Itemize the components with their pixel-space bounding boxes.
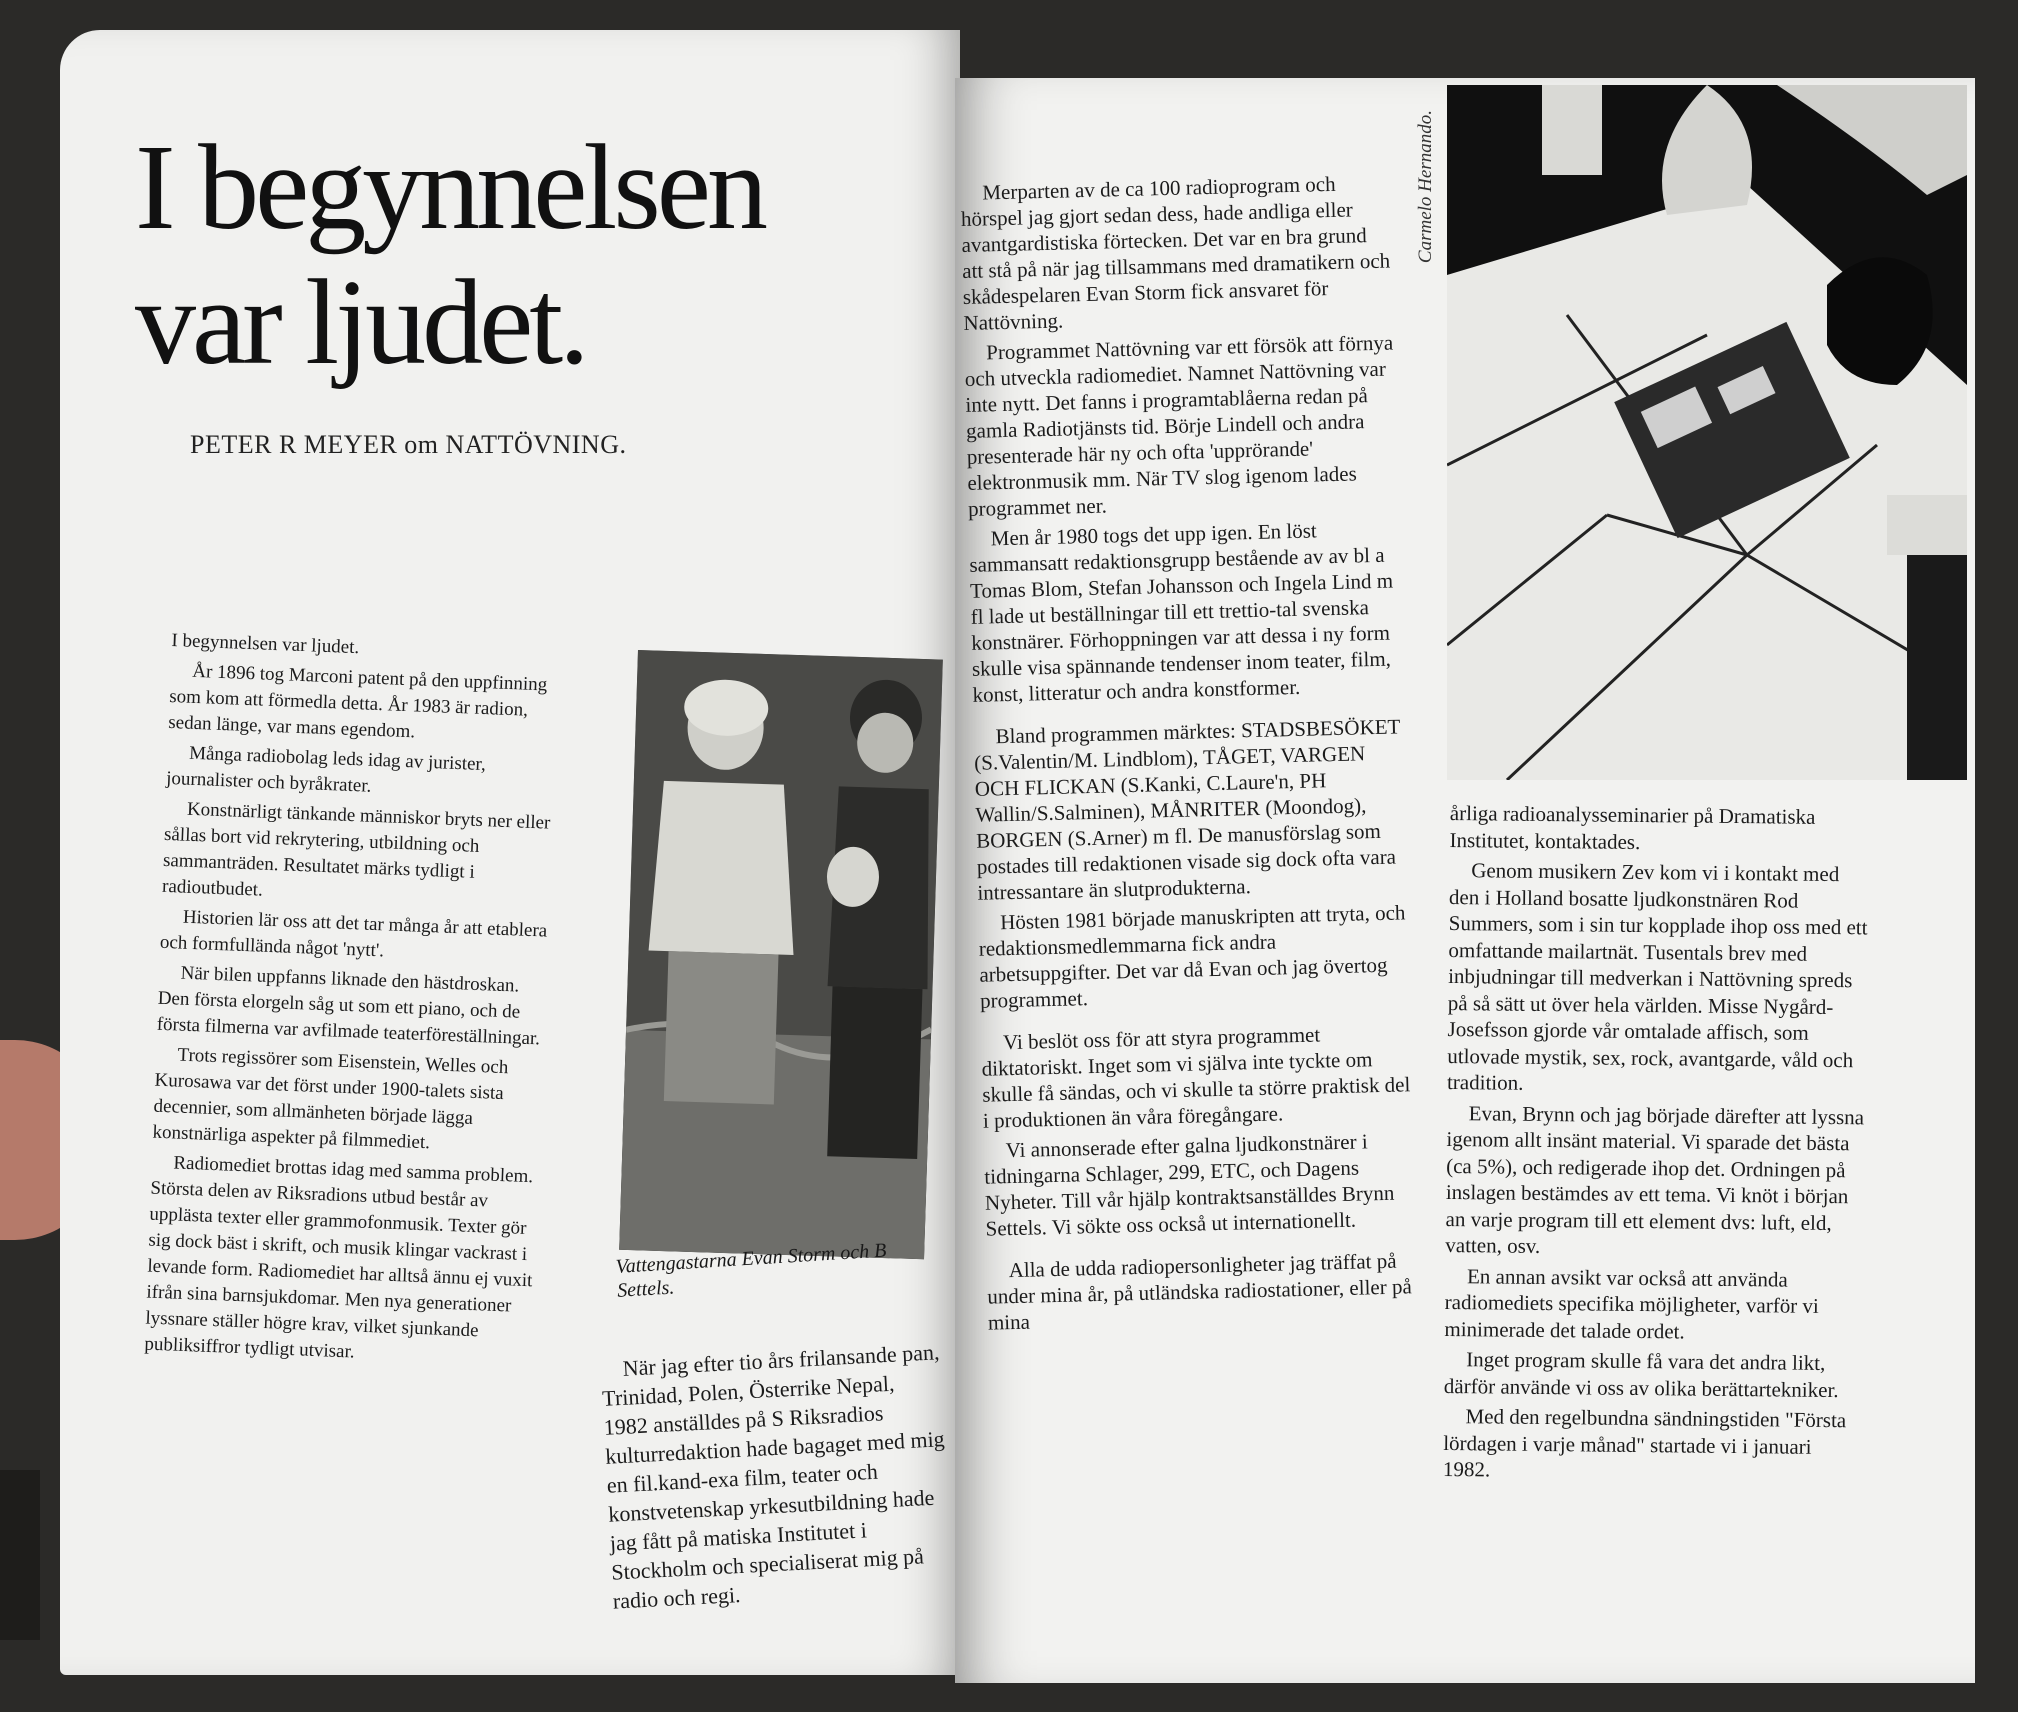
right-column-1 [960,169,1418,1339]
right1-paragraph: Merparten av de ca 100 radioprogram och hörspel jag gjort sedan dess, hade andliga eller avantgardistiska förtecken. Det var en bra grund att stå på när jag tillsammans med dramatikern och skådespelaren Evan Storm fick ansvaret för Nattövning. [960,171,1391,335]
intro-lead: I begynnelsen var ljudet. [171,629,360,659]
middle-column [600,1337,953,1619]
article-byline: PETER R MEYER om NATTÖVNING. [190,430,627,459]
right2-paragraph: Inget program skulle få vara det andra likt, därför använde vi oss av olika berättartekniker. [1443,1347,1839,1402]
holding-fingers [0,1470,40,1640]
right1-paragraph: Vi beslöt oss för att styra programmet diktatoriskt. Inget som vi själva inte tyckte om skulle få sändas, och vi skulle ta större praktisk del i produktionen än våra föregångare. [981,1022,1411,1133]
intro-paragraph: Konstnärligt tänkande människor bryts ner eller sållas bort vid rekrytering, utbildning och sammanträden. Resultatet märks tydligt i radioutbudet. [161,798,551,901]
right2-paragraph: En annan avsikt var också att använda radiomediets specifika möjligheter, varför vi minimerade det talade ordet. [1444,1263,1819,1343]
wetsuit-photo-image [619,650,943,1259]
right1-paragraph: Vi annonserade efter galna ljudkonstnärer i tidningarna Schlager, 299, ETC, och Dagens Nyheter. Till vår hjälp kontraktsanställdes Brynn Settels. Vi sökte oss också ut internationellt. [984,1129,1395,1241]
photo-credit: Carmelo Hernando. [1415,110,1436,264]
right1-paragraph: Alla de udda radiopersonligheter jag träffat på under mina år, på utländska radiostationer, eller på mina [986,1248,1413,1335]
right2-paragraph: Evan, Brynn och jag började därefter att lyssna igenom allt insänt material. Vi sparade det bästa (ca 5%), och redigerade ihop det. Ordningen på inslagen bestämdes av ett tema. Vi knöt i början an varje program till ett element dvs: luft, eld, vatten, osv. [1445,1100,1865,1258]
intro-column [144,628,567,1377]
intro-paragraph: När bilen uppfanns liknade den hästdroskan. Den första elorgeln såg ut som ett piano, och de första filmerna var avfilmade teaterföreställningar. [156,962,541,1050]
right2-paragraph: årliga radioanalysseminarier på Dramatiska Institutet, kontaktades. [1449,800,1816,854]
intro-paragraph: Trots regissörer som Eisenstein, Welles och Kurosawa var det först under 1900-talets sista decennier, som allmänheten började lägga konstnärliga aspekter på filmmediet. [152,1044,509,1154]
right1-paragraph: Men år 1980 togs det upp igen. En löst sammansatt redaktionsgrupp bestående av av bl a Tomas Blom, Stefan Johansson och Ingela Lind m fl lade ut beställningar till ett trettio-tal svenska konstnärer. Förhoppningen var att dessa i ny form skulle visa spännande tendenser inom teater, film, konst, litteratur och andra konstformer. [969,518,1394,707]
intro-paragraph: Historien lär oss att det tar många år att etablera och formfulländа något 'nytt'. [159,906,548,962]
right2-paragraph: Genom musikern Zev kom vi i kontakt med den i Holland bosatte ljudkonstnären Rod Summers, som i sin tur kopplade ihop oss med ett omfattande mailartnät. Tusentals brev med inbjudningar till medverkan i Nattövning spreds på så sätt ut över hela världen. Misse Nygård-Josefsson gjorde vår omtalade affisch, som utlovade mystik, sex, rock, avantgarde, våld och tradition. [1446,858,1868,1095]
right2-paragraph: Med den regelbundna sändningstiden "Första lördagen i varje månad" startade vi i januari 1982. [1442,1404,1847,1482]
right-column-2 [1443,800,1870,1491]
right1-paragraph: Hösten 1981 började manuskripten att tryta, och redaktionsmedlemmarna fick andra arbetsuppgifter. Det var då Evan och jag övertog programmet. [978,900,1406,1013]
wetsuit-photo [619,650,943,1259]
right1-paragraph: Bland programmen märktes: STADSBESÖKET (S.Valentin/M. Lindblom), TÅGET, VARGEN OCH FLICKAN (S.Kanki, C.Laure'n, PH Wallin/S.Salminen), MÅNRITER (Moondog), BORGEN (S.Arner) m fl. De manusförslag som postades till redaktionen visade sig dock ofta vara intressantare än slutprodukterna. [973,714,1401,905]
photo-caption: Vattengastarna Evan Storm och B Settels. [615,1239,887,1302]
circuit-board-photo-image [1447,85,1967,780]
title-line-1: I begynnelsen [135,120,764,255]
article-title [135,120,915,390]
intro-paragraph: Många radiobolag leds idag av jurister, journalister och byråkrater. [165,742,487,797]
title-line-2: var ljudet. [135,255,586,390]
intro-paragraph: År 1896 tog Marconi patent på den uppfinning som kom att förmedla detta. År 1983 är radion, sedan länge, var mans egendom. [167,660,548,743]
circuit-board-photo [1447,85,1967,780]
intro-paragraph: Radiomediet brottas idag med samma problem. Största delen av Riksradions utbud består av upplästa texter eller grammofonmusik. Texter gör sig dock bäst i skrift, och musik klingar vackrast i levande form. Radiomediet har alltså ännu ej vuxit ifrån sina barnsjukdomar. Men nya generationer lyssnare ställer högre krav, vilket sjunkande publiksiffror tydligt utvisar. [144,1152,534,1363]
right1-paragraph: Programmet Nattövning var ett försök att förnya och utveckla radiomediet. Namnet Nattövning var inte nytt. Det fanns i programtablåerna redan på gamla Radiotjänsts tid. Börje Lindell och andra presenterade här ny och ofta 'upprörande' elektronmusik mm. När TV slog igenom lades programmet ner. [964,330,1394,521]
middle-paragraph: När jag efter tio års frilansande pan, Trinidad, Polen, Österrike Nepal, 1982 anställdes på S Riksradios kulturredaktion hade bagaget med mig en fil.kand-exa film, teater och konstvetenskap yrkesutbildning hade jag fått på matiska Institutet i Stockholm och specialiserat mig på radio och regi. [601,1339,946,1614]
